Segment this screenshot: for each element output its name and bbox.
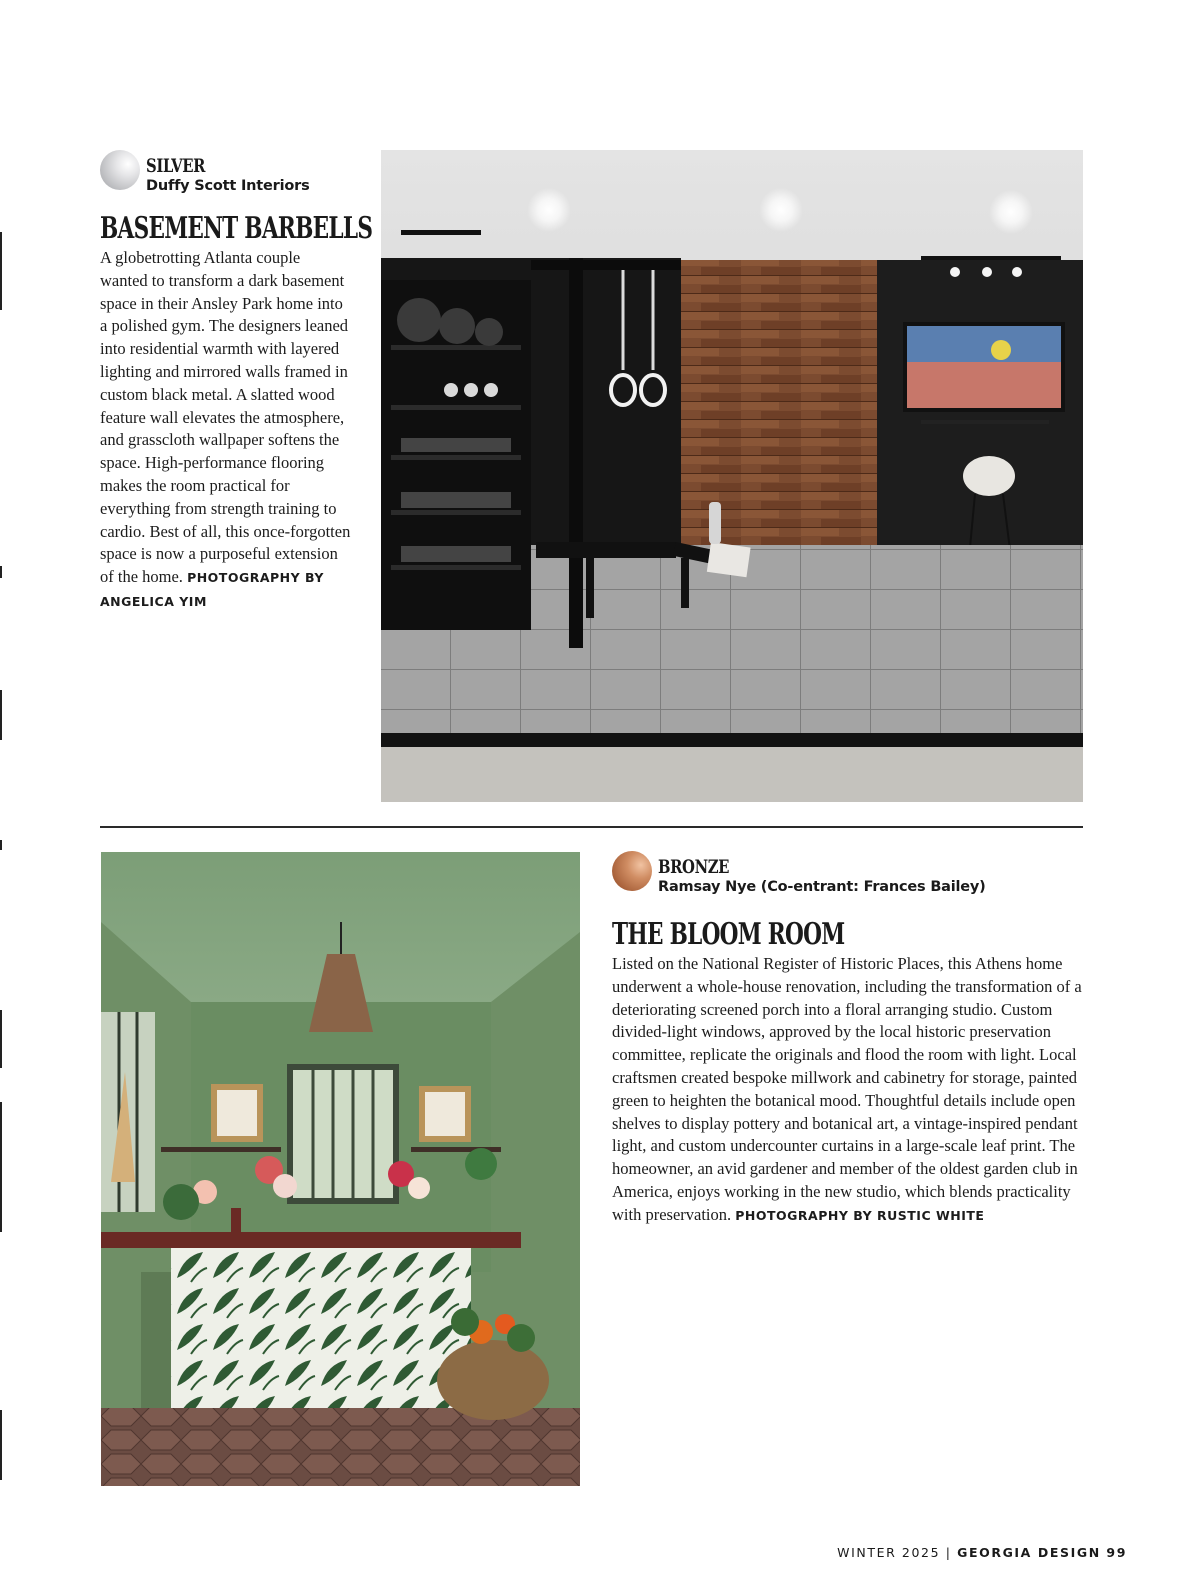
bronze-entry: [612, 851, 1087, 1228]
page-folio: [837, 1545, 1127, 1560]
entry-title: THE BLOOM ROOM: [612, 917, 845, 952]
silver-award-header: [100, 150, 360, 196]
basement-gym-photo: [381, 150, 1083, 802]
silver-medal-icon: [100, 150, 140, 190]
firm-name: Duffy Scott Interiors: [146, 178, 310, 194]
basement-gym-illustration: [381, 150, 1083, 802]
bronze-award-header: [612, 851, 1087, 897]
award-level: BRONZE: [658, 856, 730, 878]
entry-body: [612, 953, 1087, 1228]
photo-credit: PHOTOGRAPHY BY RUSTIC WHITE: [735, 1207, 985, 1223]
bronze-medal-icon: [612, 851, 652, 891]
entry-body: [100, 247, 352, 614]
bloom-room-photo: [101, 852, 580, 1486]
bloom-room-illustration: [101, 852, 580, 1486]
section-divider: [100, 826, 1083, 828]
silver-entry: [100, 150, 373, 614]
photo-credit: PHOTOGRAPHY BY ANGELICA YIM: [100, 570, 324, 609]
folio-separator: |: [945, 1545, 952, 1560]
entry-body-text: Listed on the National Register of Historic Places, this Athens home underwent a whole-house renovation, including the transformation of a deteriorating screened porch into a floral arranging studio. Custom divided-light windows, approved by the local historic preservation committee, replicate the originals and flood the room with light. Local craftsmen created bespoke millwork and cabinetry for storage, painted green to heighten the botanical mood. Thoughtful details include open shelves to display pottery and botanical art, a vintage-inspired pendant light, and custom undercounter curtains in a large-scale leaf print. The homeowner, an avid gardener and member of the oldest garden club in America, enjoys working in the new studio, which blends practicality with preservation.: [612, 954, 1082, 1224]
page-number: 99: [1106, 1545, 1127, 1560]
firm-name: Ramsay Nye (Co-entrant: Frances Bailey): [658, 879, 986, 895]
entry-title: BASEMENT BARBELLS: [100, 211, 373, 246]
entry-body-text: A globetrotting Atlanta couple wanted to transform a dark basement space in their Ansley Park home into a polished gym. The designers leaned into residential warmth with layered lighting and mirrored walls framed in custom black metal. A slatted wood feature wall elevates the atmosphere, and grasscloth wallpaper softens the space. High-performance flooring makes the room practical for everything from strength training to cardio. Best of all, this once-forgotten space is now a purposeful extension of the home.: [100, 248, 351, 587]
award-level: SILVER: [146, 155, 206, 177]
issue-label: WINTER 2025: [837, 1545, 941, 1560]
magazine-name: GEORGIA DESIGN: [957, 1545, 1101, 1560]
edge-marks: [0, 0, 3, 1576]
